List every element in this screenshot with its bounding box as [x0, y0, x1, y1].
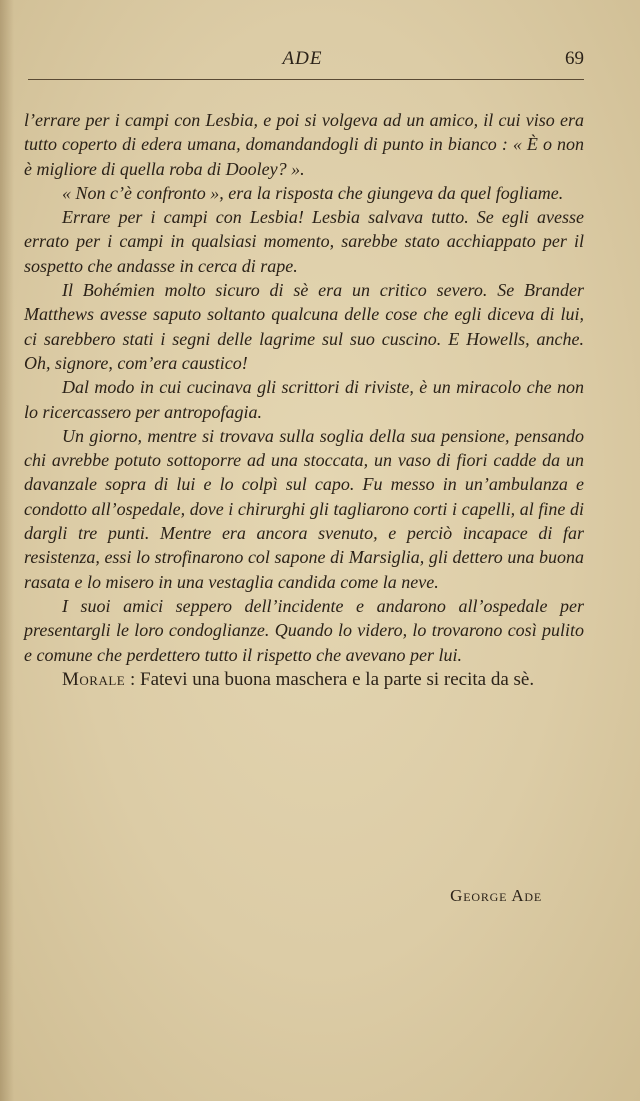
author-signature: George Ade — [450, 886, 542, 905]
morale-text: Fatevi una buona maschera e la parte si recita da sè. — [140, 668, 535, 690]
paragraph: Dal modo in cui cucinava gli scrittori di riviste, è un miracolo che non lo ricercassero per antropofagia. — [24, 377, 584, 422]
paragraph: Il Bohémien molto sicuro di sè era un critico severo. Se Brander Matthews avesse saputo soltanto qualcuna delle cose che egli diceva di lui, ci sarebbero stati i segni delle lagrime sul suo cuscino. E Howells, anche. Oh, signore, com’era caustico! — [24, 280, 584, 373]
paragraph: I suoi amici seppero dell’incidente e andarono all’ospedale per presentargli le loro condoglianze. Quando lo videro, lo trovarono così pulito e comune che perdettero tutto il rispetto che avevano per lui. — [24, 595, 584, 665]
paragraph: « Non c’è confronto », era la risposta che giungeva da quel fogliame. — [62, 182, 564, 203]
header-rule — [28, 79, 584, 80]
morale-label: Morale — [62, 668, 126, 690]
paragraph: Errare per i campi con Lesbia! Lesbia salvava tutto. Se egli avesse errato per i campi in qualsiasi momento, sarebbe stato acchiappato per il sospetto che andasse in cerca di rape. — [24, 207, 584, 276]
paragraph: Un giorno, mentre si trovava sulla soglia della sua pensione, pensando chi avrebbe potuto sottoporre ad una stoccata, un vaso di fiori cadde da un davanzale sopra di lui e lo colpì sul capo. Fu messo in un’ambulanza e condotto all’ospedale, dove i chirurghi gli tagliarono corti i capelli, al fine di dargli tre punti. Mentre era ancora svenuto, e perciò incapace di far resistenza, essi lo strofinarono col sapone di Marsiglia, gli dettero una buona rasata e lo misero in una vestaglia candida come la neve. — [24, 425, 584, 592]
running-title: ADE — [282, 48, 323, 69]
running-head — [0, 46, 640, 76]
body-text — [24, 108, 584, 692]
page-number: 69 — [565, 48, 584, 69]
morale-paragraph — [24, 667, 584, 692]
paragraph: l’errare per i campi con Lesbia, e poi si volgeva ad un amico, il cui viso era tutto coperto di edera umana, domandandogli di punto in bianco : « È o non è migliore di quella roba di Dooley? ». — [24, 110, 584, 179]
morale-separator: : — [125, 668, 141, 690]
